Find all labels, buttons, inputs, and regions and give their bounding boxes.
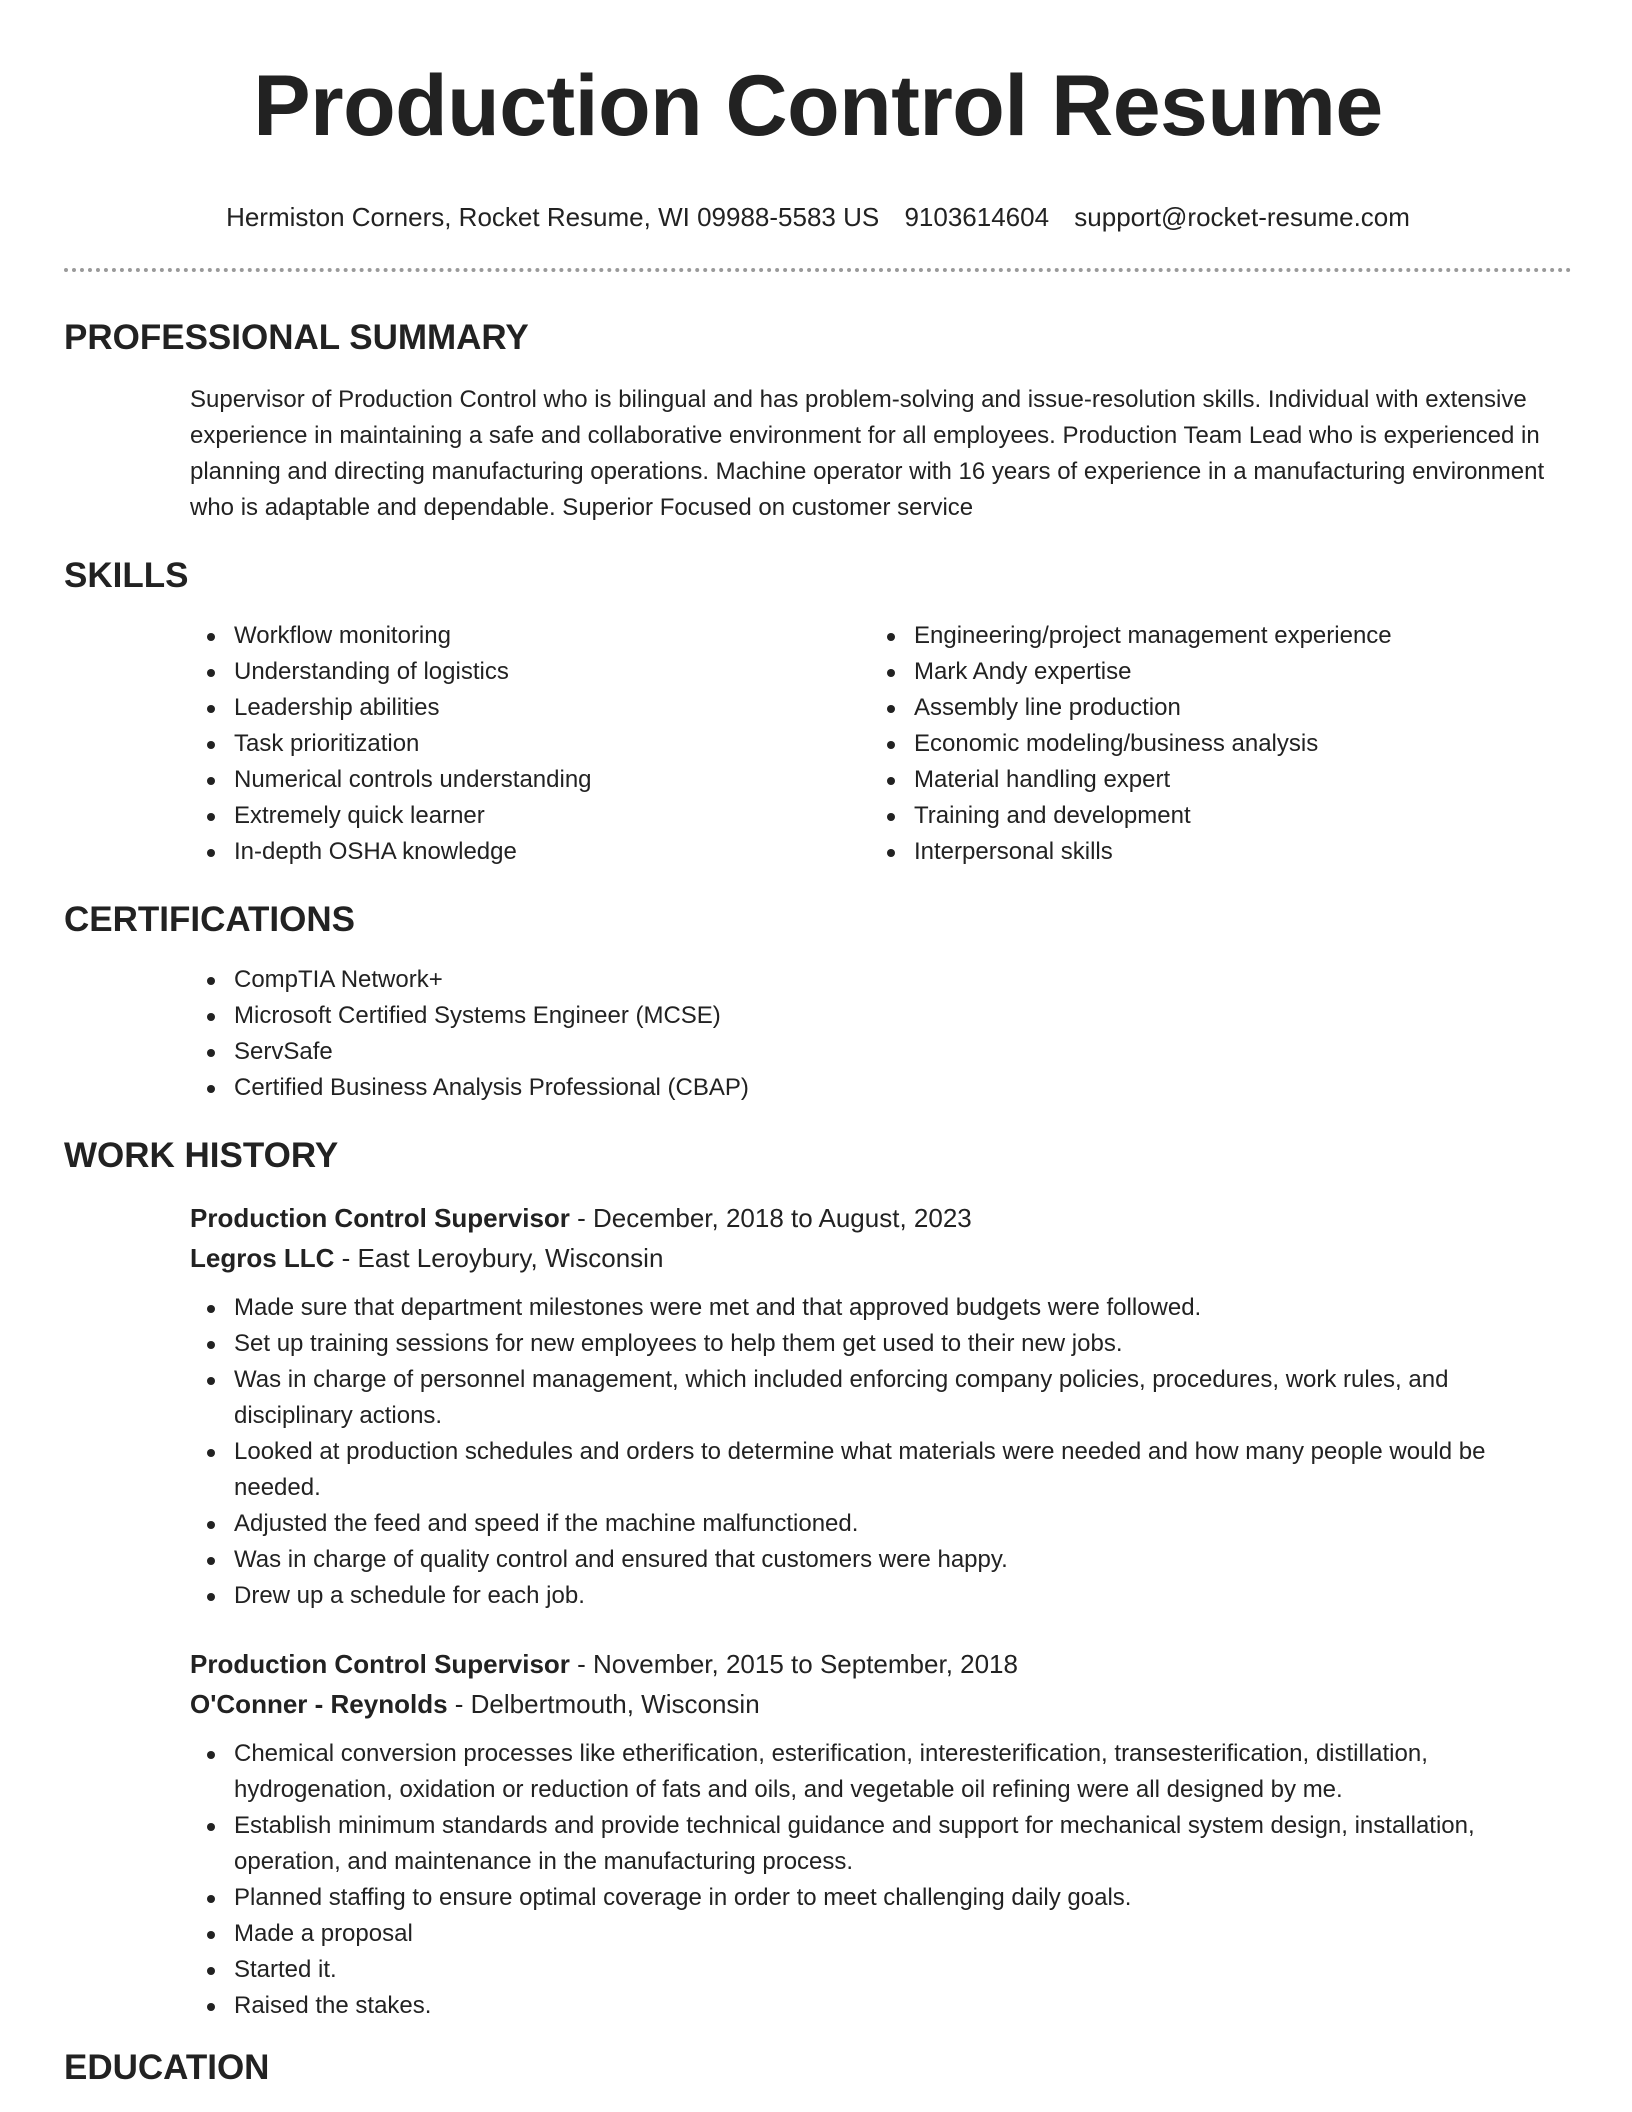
job-role: Production Control Supervisor <box>190 1649 570 1679</box>
skill-item: Extremely quick learner <box>190 798 870 834</box>
skill-item: Numerical controls understanding <box>190 762 870 798</box>
skill-item: Interpersonal skills <box>870 834 1550 870</box>
job-bullets <box>190 1736 1572 2024</box>
contact-email: support@rocket-resume.com <box>1074 202 1410 232</box>
job-company: Legros LLC <box>190 1243 335 1273</box>
job-bullet: Raised the stakes. <box>190 1988 1572 2024</box>
job-company: O'Conner - Reynolds <box>190 1689 448 1719</box>
certification-item: ServSafe <box>190 1034 1572 1070</box>
skills-column-right <box>870 618 1550 870</box>
job-role: Production Control Supervisor <box>190 1203 570 1233</box>
job-dates: - December, 2018 to August, 2023 <box>569 1203 972 1233</box>
job-entry <box>190 1644 1572 2024</box>
job-bullet: Chemical conversion processes like etherification, esterification, interesterification, transesterification, distillation, hydrogenation, oxidation or reduction of fats and oils, and vegetable oil refining were all designed by me. <box>190 1736 1572 1808</box>
summary-heading: PROFESSIONAL SUMMARY <box>64 318 529 357</box>
job-bullet: Drew up a schedule for each job. <box>190 1578 1572 1614</box>
summary-text: Supervisor of Production Control who is bilingual and has problem-solving and issue-resolution skills. Individual with extensive experience in maintaining a safe and collaborative environment for all employees. Production Team Lead who is experienced in planning and directing manufacturing operations. Machine operator with 16 years of experience in a manufacturing environment who is adaptable and dependable. Superior Focused on customer service <box>190 386 1545 521</box>
job-bullet: Planned staffing to ensure optimal coverage in order to meet challenging daily goals. <box>190 1880 1572 1916</box>
job-entry <box>190 1198 1572 1614</box>
skills-list <box>190 618 1572 870</box>
contact-address: Hermiston Corners, Rocket Resume, WI 09988-5583 US <box>226 202 880 232</box>
job-location: - Delbertmouth, Wisconsin <box>447 1689 760 1719</box>
skill-item: In-depth OSHA knowledge <box>190 834 870 870</box>
skill-item: Training and development <box>870 798 1550 834</box>
education-heading: EDUCATION <box>64 2048 270 2087</box>
job-bullet: Was in charge of quality control and ensured that customers were happy. <box>190 1542 1572 1578</box>
job-bullet: Establish minimum standards and provide technical guidance and support for mechanical system design, installation, operation, and maintenance in the manufacturing process. <box>190 1808 1572 1880</box>
resume-page <box>64 0 1572 2088</box>
skill-item: Economic modeling/business analysis <box>870 726 1550 762</box>
job-bullet: Made sure that department milestones were met and that approved budgets were followed. <box>190 1290 1572 1326</box>
job-title-line <box>190 1198 1572 1238</box>
skill-item: Task prioritization <box>190 726 870 762</box>
contact-line <box>64 202 1572 232</box>
header-divider <box>64 268 1572 272</box>
job-title-line <box>190 1644 1572 1684</box>
certification-item: Certified Business Analysis Professional (CBAP) <box>190 1070 1572 1106</box>
skill-item: Workflow monitoring <box>190 618 870 654</box>
job-bullet: Adjusted the feed and speed if the machine malfunctioned. <box>190 1506 1572 1542</box>
job-dates: - November, 2015 to September, 2018 <box>569 1649 1018 1679</box>
skill-item: Leadership abilities <box>190 690 870 726</box>
skills-column-left <box>190 618 870 870</box>
job-bullet: Made a proposal <box>190 1916 1572 1952</box>
job-bullet: Looked at production schedules and orders to determine what materials were needed and how many people would be needed. <box>190 1434 1572 1506</box>
skill-item: Material handling expert <box>870 762 1550 798</box>
work-history-heading: WORK HISTORY <box>64 1136 339 1175</box>
resume-title: Production Control Resume <box>253 58 1383 154</box>
job-bullet: Was in charge of personnel management, which included enforcing company policies, procedures, work rules, and disciplinary actions. <box>190 1362 1572 1434</box>
job-company-line <box>190 1238 1572 1278</box>
job-bullet: Started it. <box>190 1952 1572 1988</box>
job-bullets <box>190 1290 1572 1614</box>
skill-item: Engineering/project management experience <box>870 618 1550 654</box>
skill-item: Understanding of logistics <box>190 654 870 690</box>
contact-phone: 9103614604 <box>904 202 1050 232</box>
skills-heading: SKILLS <box>64 556 189 595</box>
skill-item: Mark Andy expertise <box>870 654 1550 690</box>
certification-item: Microsoft Certified Systems Engineer (MCSE) <box>190 998 1572 1034</box>
certification-item: CompTIA Network+ <box>190 962 1572 998</box>
job-bullet: Set up training sessions for new employees to help them get used to their new jobs. <box>190 1326 1572 1362</box>
job-company-line <box>190 1684 1572 1724</box>
job-location: - East Leroybury, Wisconsin <box>334 1243 664 1273</box>
skill-item: Assembly line production <box>870 690 1550 726</box>
certifications-heading: CERTIFICATIONS <box>64 900 356 939</box>
certifications-list <box>190 962 1572 1106</box>
